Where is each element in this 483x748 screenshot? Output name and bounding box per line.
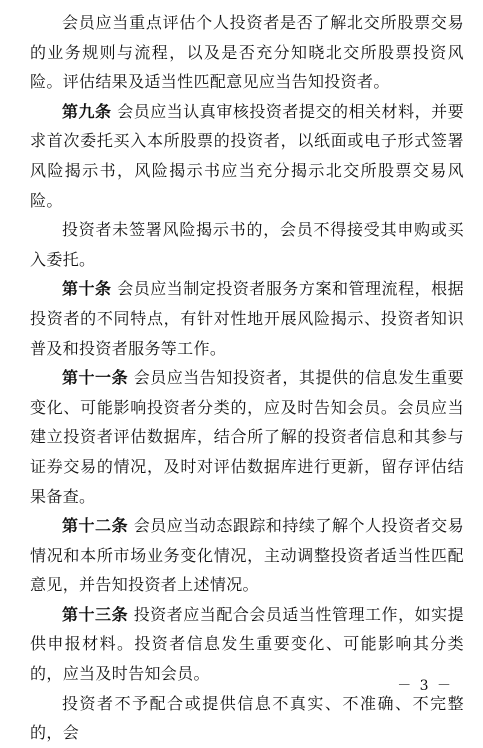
paragraph-text: 投资者不予配合或提供信息不真实、不准确、不完整的，会: [30, 693, 464, 743]
paragraph-text: 会员应当告知投资者，其提供的信息发生重要变化、可能影响投资者分类的，应及时告知会员。会员应当建立投资者评估数据库，结合所了解的投资者信息和其参与证券交易的情况，及时对评估数据库进行更新，留存评估结果备查。: [30, 368, 464, 506]
paragraph-text: 投资者应当配合会员适当性管理工作，如实提供申报材料。投资者信息发生重要变化、可能影响其分类的，应当及时告知会员。: [30, 604, 464, 684]
paragraph-article-12: [30, 511, 464, 600]
article-number: 第十三条: [62, 604, 129, 624]
paragraph-article-10: [30, 274, 464, 363]
article-number: 第十条: [62, 279, 112, 299]
paragraph-text: 会员应当认真审核投资者提交的相关材料，并要求首次委托买入本所股票的投资者，以纸面或电子形式签署风险揭示书，风险揭示书应当充分揭示北交所股票交易风险。: [30, 101, 464, 210]
document-body: [30, 8, 464, 748]
article-number: 第十一条: [62, 368, 129, 388]
paragraph-cooperation-continued: [30, 689, 464, 748]
paragraph-unsigned-disclosure: [30, 215, 464, 274]
page-number: － 3 －: [397, 678, 453, 694]
paragraph-text: 投资者未签署风险揭示书的，会员不得接受其申购或买入委托。: [30, 220, 464, 269]
paragraph-risk-assessment: [30, 8, 464, 97]
article-number: 第十二条: [62, 516, 129, 536]
paragraph-article-11: [30, 363, 464, 511]
article-number: 第九条: [62, 101, 112, 121]
paragraph-article-9: [30, 97, 464, 215]
paragraph-text: 会员应当动态跟踪和持续了解个人投资者交易情况和本所市场业务变化情况，主动调整投资者适当性匹配意见，并告知投资者上述情况。: [30, 516, 464, 595]
paragraph-text: 会员应当重点评估个人投资者是否了解北交所股票交易的业务规则与流程，以及是否充分知晓北交所股票投资风险。评估结果及适当性匹配意见应当告知投资者。: [30, 13, 464, 92]
paragraph-text: 会员应当制定投资者服务方案和管理流程，根据投资者的不同特点，有针对性地开展风险揭示、投资者知识普及和投资者服务等工作。: [30, 279, 464, 358]
